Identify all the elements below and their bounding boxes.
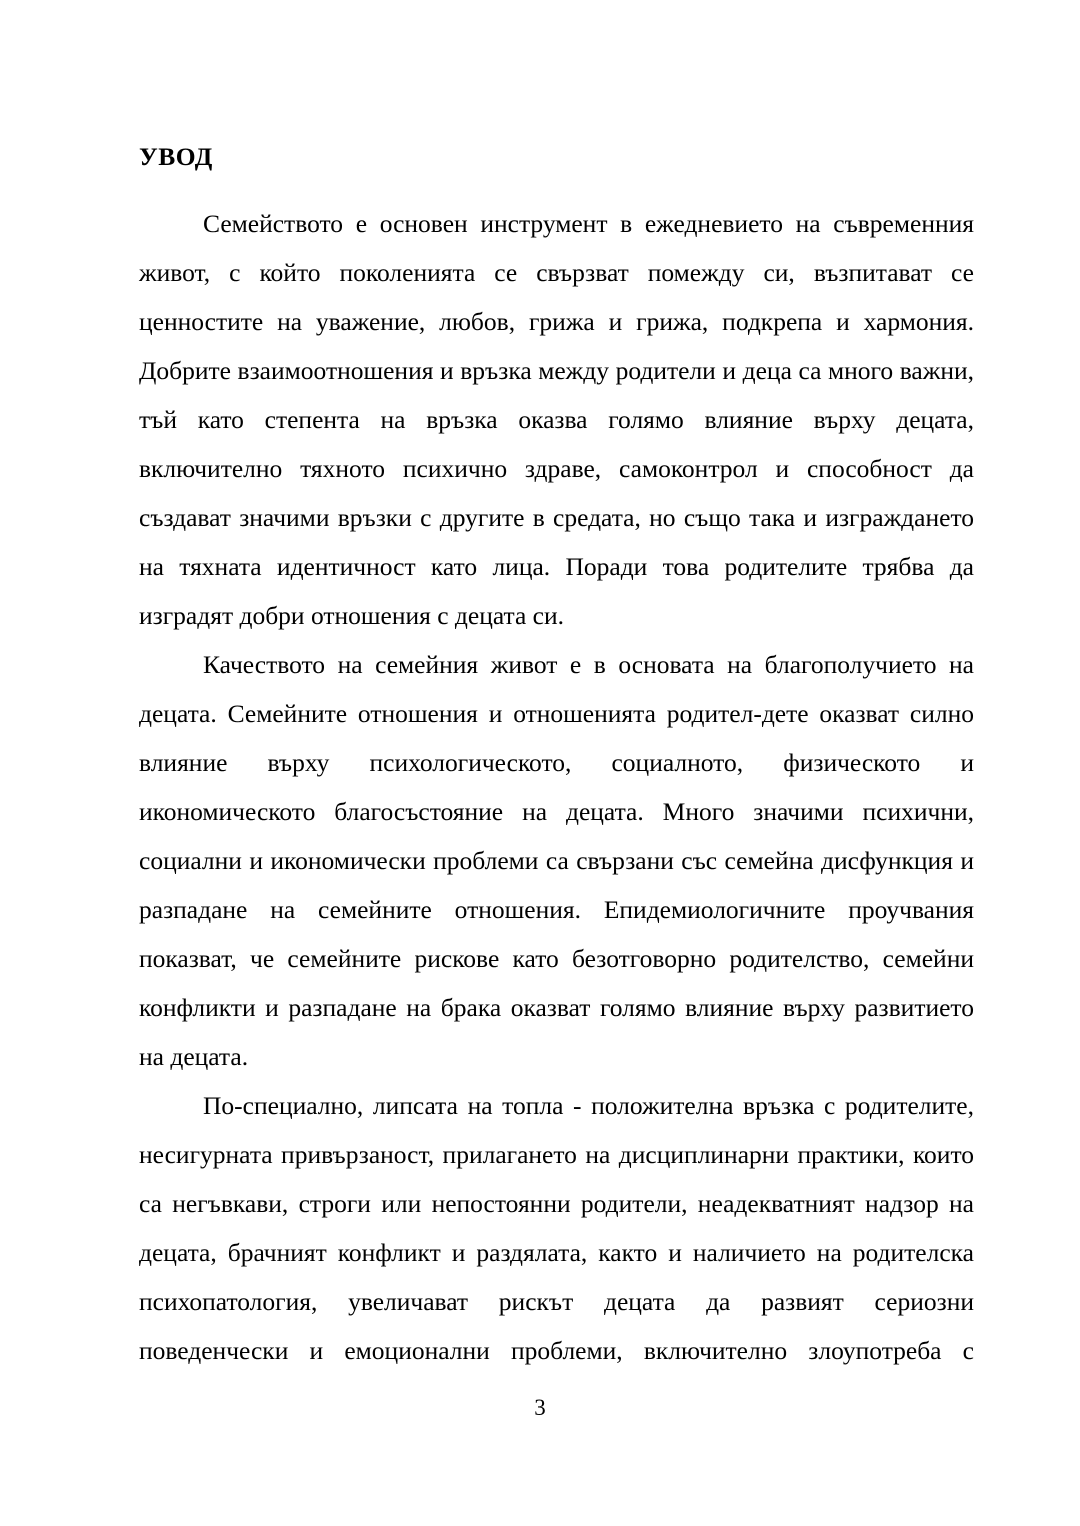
paragraph-3: По-специално, липсата на топла - положителна връзка с родителите, несигурната привързаност, прилагането на дисциплинарни практики, които са негъвкави, строги или непостоянни родители, неадекватният надзор на децата, брачният конфликт и раздялата, както и наличието на родителска психопатология, увеличават рискът децата да развият сериозни поведенчески и емоционални проблеми, включително злоупотреба с	[139, 1090, 974, 1365]
document-body	[139, 142, 974, 1424]
page-title: УВОД	[139, 142, 213, 171]
page-number: 3	[534, 1395, 546, 1420]
paragraph-2: Качеството на семейния живот е в основата на благополучието на децата. Семейните отношения и отношенията родител-дете оказват силно влияние върху психологическото, социалното, физическото и икономическото благосъстояние на децата. Много значими психични, социални и икономически проблеми са свързани със семейна дисфункция и разпадане на семейните отношения. Епидемиологичните проучвания показват, че семейните рискове като безотговорно родителство, семейни конфликти и разпадане на брака оказват голямо влияние върху развитието на децата.	[139, 649, 974, 1071]
paragraph-1: Семейството е основен инструмент в ежедневието на съвременния живот, с който поколенията се свързват помежду си, възпитават се ценностите на уважение, любов, грижа и грижа, подкрепа и хармония. Добрите взаимоотношения и връзка между родители и деца са много важни, тъй като степента на връзка оказва голямо влияние върху децата, включително тяхното психично здраве, самоконтрол и способност да създават значими връзки с другите в средата, но също така и изграждането на тяхната идентичност като лица. Поради това родителите трябва да изградят добри отношения с децата си.	[139, 208, 974, 630]
